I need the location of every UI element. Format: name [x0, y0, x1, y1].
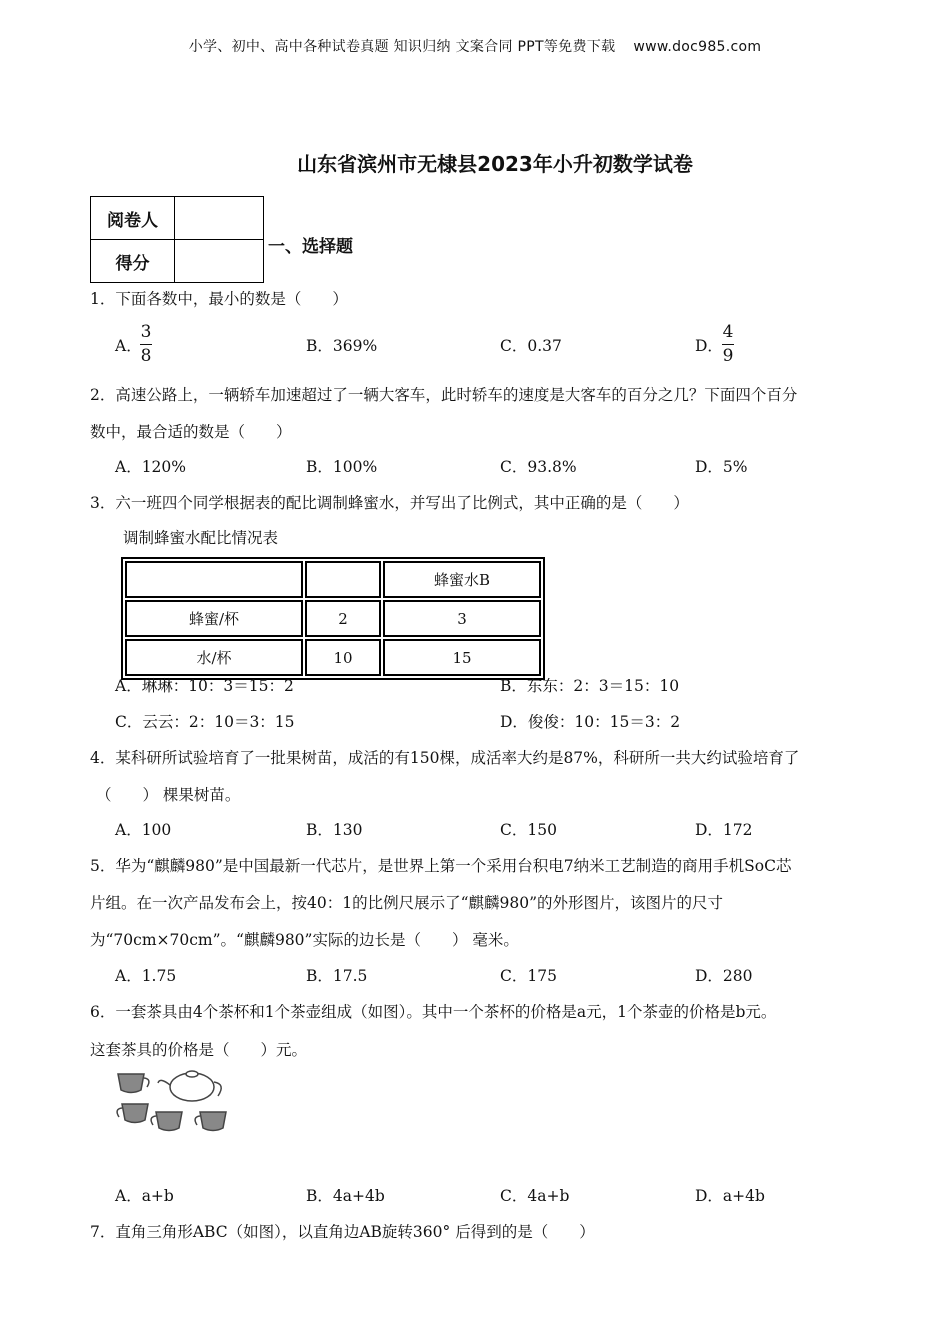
row-water-a: 10	[305, 639, 381, 676]
q4-option-a: A．100	[115, 821, 172, 839]
q6-option-b: B．4a+4b	[306, 1187, 385, 1205]
teapot-icon	[158, 1071, 221, 1101]
row-water-b: 15	[383, 639, 541, 676]
score-label: 得分	[91, 240, 175, 283]
q1-option-a-label: A．	[115, 337, 142, 355]
question-2-line-2: 数中，最合适的数是（ ）	[90, 423, 292, 441]
question-4-line-1: 4．某科研所试验培育了一批果树苗，成活的有150棵，成活率大约是87%，科研所一共大约试验培育了	[90, 749, 800, 767]
header-cell-1	[125, 561, 303, 598]
q6-option-d: D．a+4b	[695, 1187, 765, 1205]
reviewer-cell	[175, 197, 264, 240]
question-1: 1．下面各数中，最小的数是（ ）	[90, 290, 348, 308]
header-cell-2	[305, 561, 381, 598]
honey-ratio-table	[121, 557, 545, 680]
q3-option-c: C．云云：2：10＝3：15	[115, 713, 295, 731]
q1-option-d-label: D．	[695, 337, 723, 355]
question-4-line-2: （ ） 棵果树苗。	[96, 786, 241, 804]
teacup-icon	[118, 1074, 149, 1093]
q1-option-a-fraction	[140, 322, 152, 367]
teacup-icon	[195, 1112, 226, 1131]
q4-option-b: B．130	[306, 821, 363, 839]
q1-option-d-fraction	[722, 322, 734, 367]
q4-option-d: D．172	[695, 821, 753, 839]
teacup-icon	[117, 1104, 148, 1123]
q2-option-a: A．120%	[115, 458, 187, 476]
q2-option-b: B．100%	[306, 458, 378, 476]
header-cell-honey-water-b: 蜂蜜水B	[383, 561, 541, 598]
question-3: 3．六一班四个同学根据表的配比调制蜂蜜水，并写出了比例式，其中正确的是（ ）	[90, 494, 689, 512]
page-header	[0, 36, 950, 56]
q2-option-c: C．93.8%	[500, 458, 577, 476]
reviewer-label: 阅卷人	[91, 197, 175, 240]
question-2-line-1: 2．高速公路上，一辆轿车加速超过了一辆大客车，此时轿车的速度是大客车的百分之几？下面四个百分	[90, 386, 798, 404]
row-honey-b: 3	[383, 600, 541, 637]
question-5-line-1: 5．华为“麒麟980”是中国最新一代芯片，是世界上第一个采用台积电7纳米工艺制造的商用手机SoC芯	[90, 857, 792, 875]
q5-option-c: C．175	[500, 967, 557, 985]
fraction-bar	[722, 344, 734, 345]
question-7: 7．直角三角形ABC（如图），以直角边AB旋转360° 后得到的是（ ）	[90, 1223, 595, 1241]
q3-option-a: A．琳琳：10：3＝15：2	[115, 677, 294, 695]
q1-option-b: B．369%	[306, 337, 378, 355]
question-6-line-1: 6．一套茶具由4个茶杯和1个茶壶组成（如图）。其中一个茶杯的价格是a元，1个茶壶的价格是b元。	[90, 1003, 777, 1021]
header-text: 小学、初中、高中各种试卷真题 知识归纳 文案合同 PPT等免费下载	[188, 39, 616, 55]
score-cell	[175, 240, 264, 283]
row-honey-a: 2	[305, 600, 381, 637]
q1-a-numerator: 3	[140, 322, 152, 342]
question-5-line-3: 为“70cm×70cm”。“麒麟980”实际的边长是（ ） 毫米。	[90, 931, 519, 949]
q1-d-denominator: 9	[722, 346, 734, 366]
q5-option-b: B．17.5	[306, 967, 368, 985]
question-5-line-2: 片组。在一次产品发布会上，按40：1的比例尺展示了“麒麟980”的外形图片，该图片的尺寸	[90, 894, 724, 912]
q6-option-c: C．4a+b	[500, 1187, 570, 1205]
q4-option-c: C．150	[500, 821, 557, 839]
q1-option-c: C．0.37	[500, 337, 562, 355]
teacup-icon	[151, 1112, 182, 1131]
q5-option-a: A．1.75	[115, 967, 177, 985]
question-6-line-2: 这套茶具的价格是（ ）元。	[90, 1041, 308, 1059]
tea-set-image	[110, 1068, 240, 1143]
q1-d-numerator: 4	[722, 322, 734, 342]
q2-option-d: D．5%	[695, 458, 748, 476]
row-honey-label: 蜂蜜/杯	[125, 600, 303, 637]
q3-option-b: B．东东：2：3＝15：10	[500, 677, 680, 695]
q3-option-d: D．俊俊：10：15＝3：2	[500, 713, 681, 731]
header-url[interactable]: www.doc985.com	[633, 39, 762, 55]
page-title: 山东省滨州市无棣县2023年小升初数学试卷	[297, 152, 693, 176]
fraction-bar	[140, 344, 152, 345]
q5-option-d: D．280	[695, 967, 753, 985]
q6-option-a: A．a+b	[115, 1187, 174, 1205]
q1-a-denominator: 8	[140, 346, 152, 366]
table-caption: 调制蜂蜜水配比情况表	[123, 529, 279, 547]
row-water-label: 水/杯	[125, 639, 303, 676]
section-heading: 一、选择题	[268, 237, 353, 257]
score-table	[90, 196, 264, 283]
